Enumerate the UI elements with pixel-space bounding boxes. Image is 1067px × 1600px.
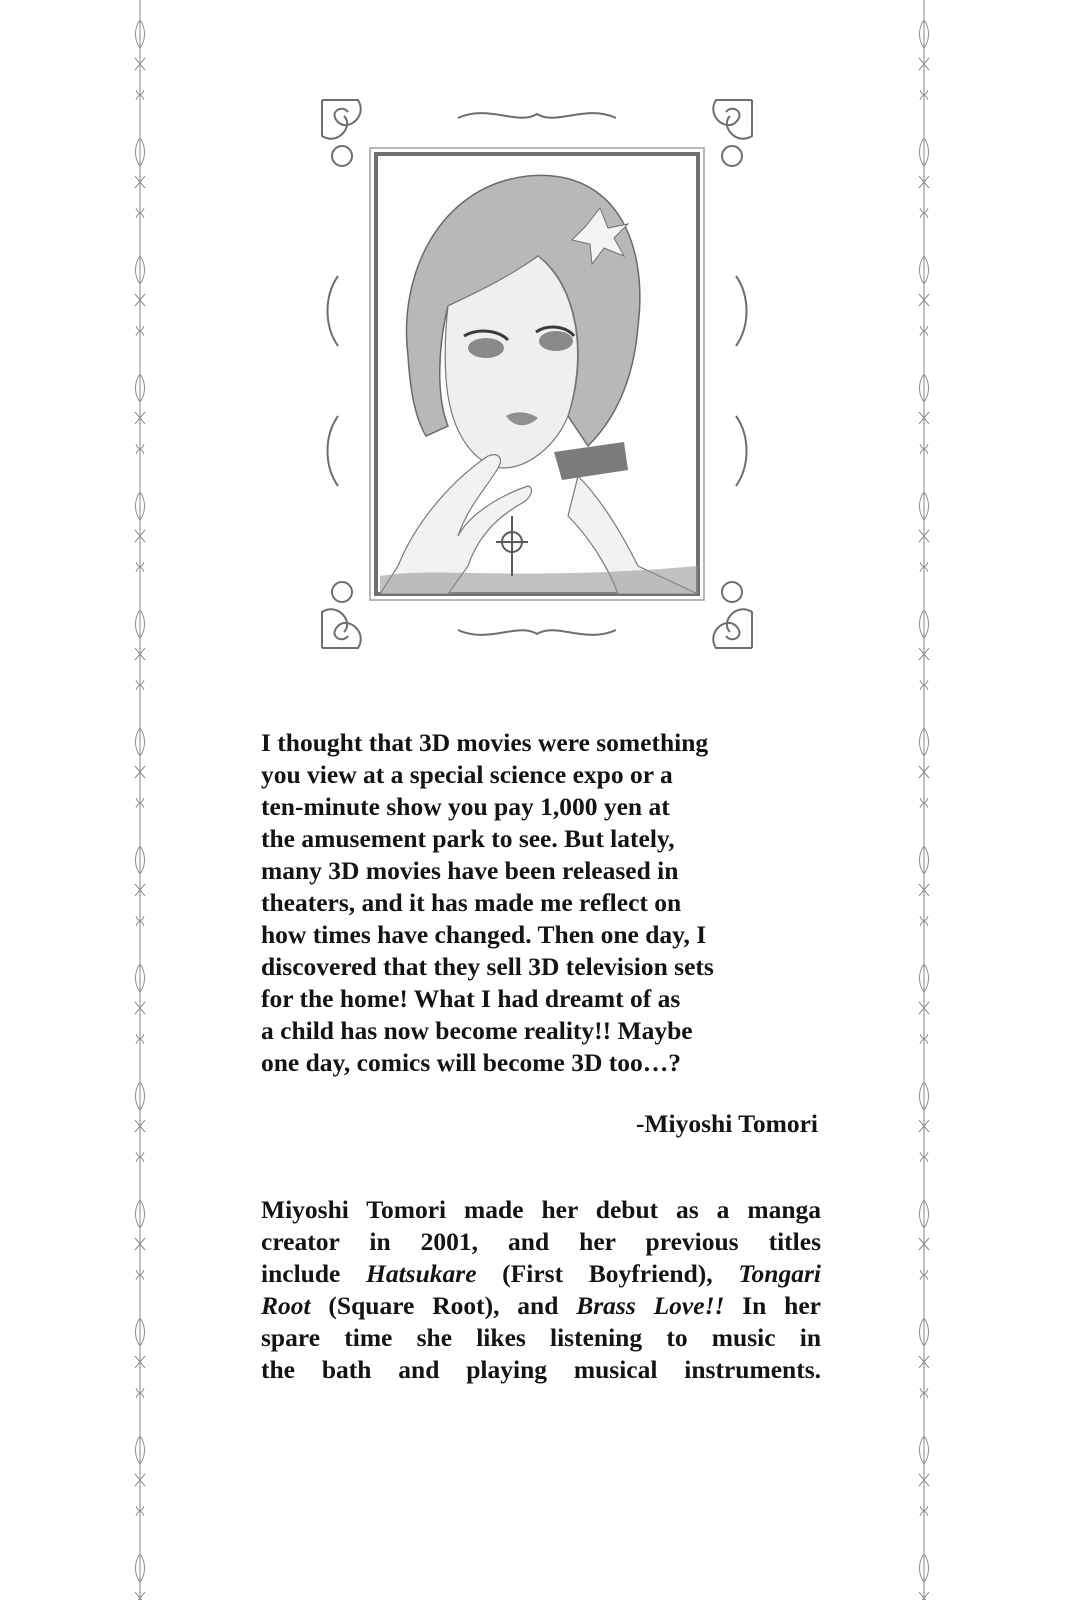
message-line: I thought that 3D movies were something [261,728,709,757]
bio-line: creator in 2001, and her previous titles [261,1227,821,1256]
message-line: ten-minute show you pay 1,000 yen at [261,792,670,821]
message-line: theaters, and it has made me reflect on [261,888,682,917]
left-ornamental-border [132,0,148,1600]
author-message [261,727,821,1079]
bio-line: Miyoshi Tomori made her debut as a manga [261,1195,821,1224]
author-portrait-illustration [318,96,756,652]
message-line: for the home! What I had dreamt of as [261,984,681,1013]
message-line: discovered that they sell 3D television sets [261,952,714,981]
right-ornamental-border [916,0,932,1600]
bio-line: spare time she likes listening to music in [261,1323,821,1352]
bio-text: (Square Root), and [310,1291,577,1320]
message-line: one day, comics will become 3D too…? [261,1048,681,1077]
bio-line [261,1290,821,1322]
message-line: the amusement park to see. But lately, [261,824,675,853]
message-line: a child has now become reality!! Maybe [261,1016,693,1045]
message-line: many 3D movies have been released in [261,856,679,885]
bio-line: the bath and playing musical instruments. [261,1355,821,1384]
message-line: how times have changed. Then one day, I [261,920,707,949]
title-hatsukare: Hatsukare [366,1259,477,1288]
title-tongari-root-end: Root [261,1291,311,1320]
bio-text: include [261,1259,366,1288]
bio-text: In her [724,1291,821,1320]
author-signature: -Miyoshi Tomori [635,1109,818,1138]
message-line: you view at a special science expo or a [261,760,673,789]
bio-text: (First Boyfriend), [476,1259,739,1288]
title-tongari-root: Tongari [738,1259,821,1288]
bio-line [261,1258,821,1290]
author-biography [261,1194,821,1386]
title-brass-love: Brass Love!! [576,1291,725,1320]
